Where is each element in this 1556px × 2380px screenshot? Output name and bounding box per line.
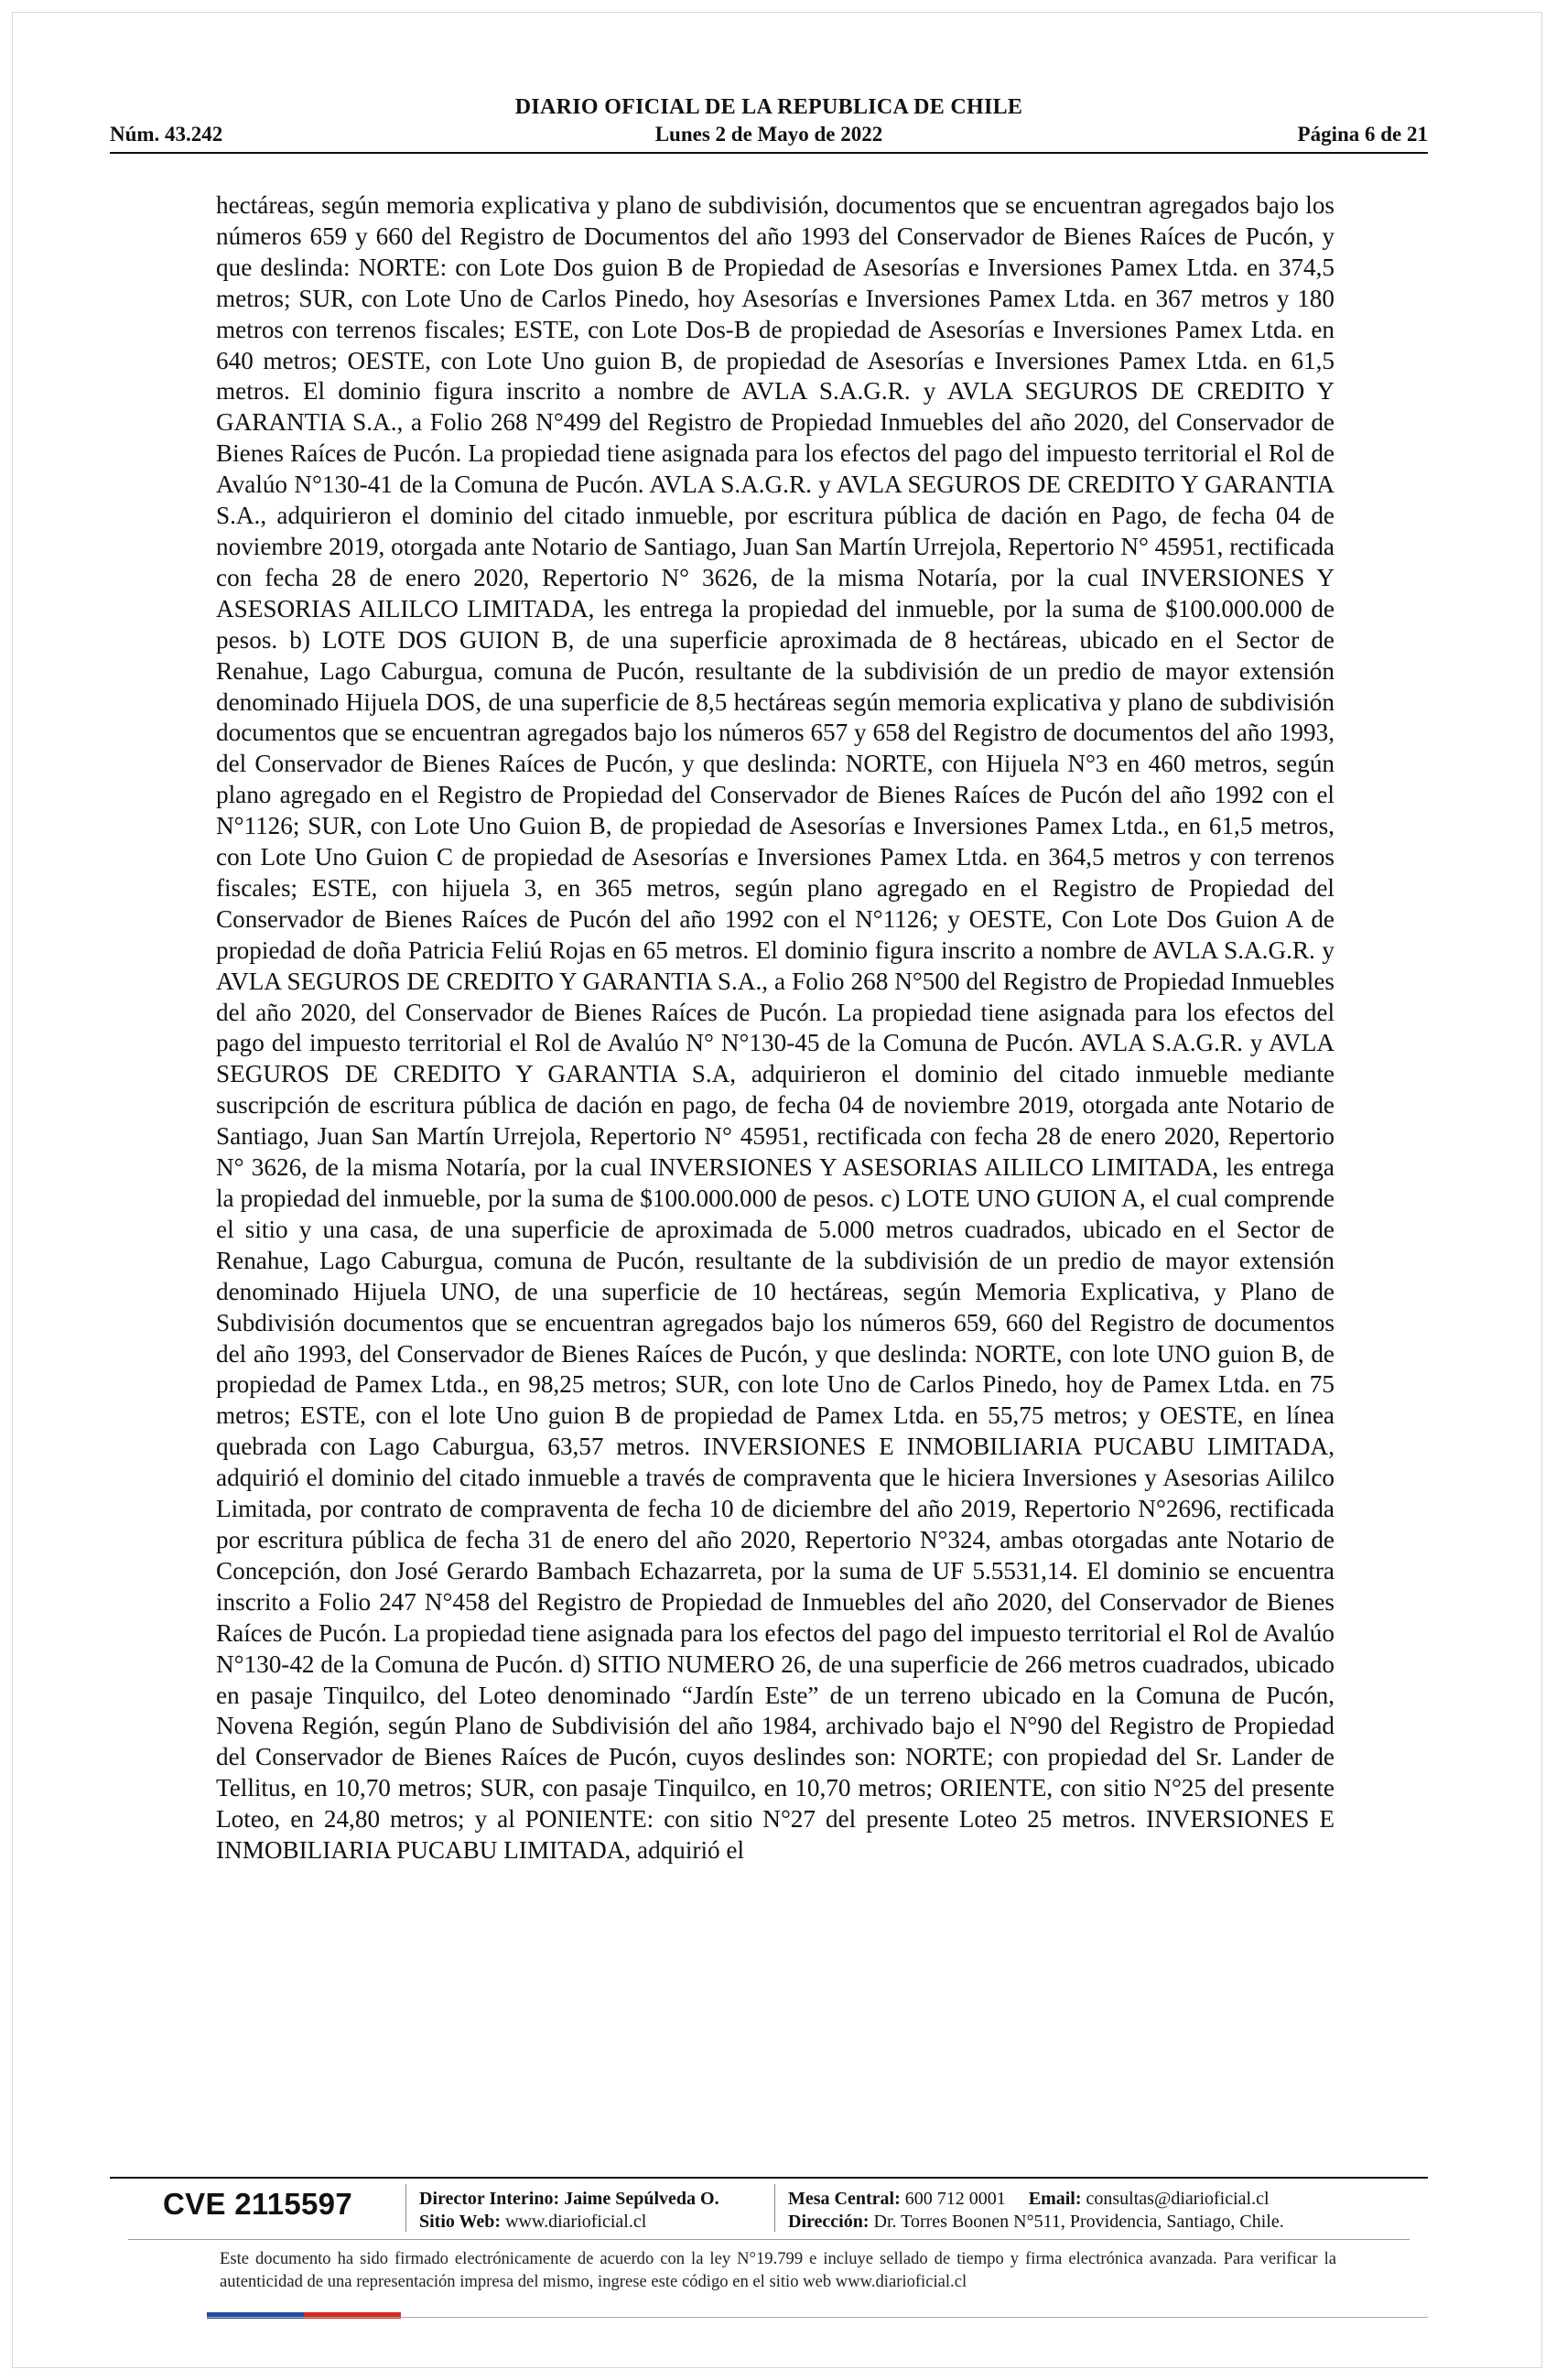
cve-code: CVE 2115597 (163, 2187, 352, 2221)
footer-thin-divider (128, 2239, 1410, 2240)
signature-notice: Este documento ha sido firmado electrónicamente de acuerdo con la ley N°19.799 e incluye sellado de tiempo y firma electrónica avanzada. Para verificar la autenticidad de una representación impresa del mismo, ingrese este código en el sitio web www.diarioficial.cl (220, 2249, 1336, 2291)
address-value: Dr. Torres Boonen N°511, Providencia, Santiago, Chile. (873, 2212, 1284, 2232)
page-header (110, 92, 1428, 156)
director-name: Jaime Sepúlveda O. (564, 2189, 719, 2209)
header-divider (110, 152, 1428, 154)
footer-director-block (419, 2188, 719, 2234)
phone-label: Mesa Central: (788, 2189, 901, 2209)
email-link[interactable]: consultas@diarioficial.cl (1086, 2189, 1270, 2209)
bottom-rule (207, 2317, 1428, 2318)
footer-divider (110, 2177, 1428, 2179)
newspaper-title: DIARIO OFICIAL DE LA REPUBLICA DE CHILE (514, 95, 1023, 119)
phone-value: 600 712 0001 (904, 2189, 1006, 2209)
site-link[interactable]: www.diarioficial.cl (505, 2212, 647, 2232)
director-label: Director Interino: (419, 2189, 560, 2209)
issue-number: Núm. 43.242 (110, 123, 223, 146)
site-label: Sitio Web: (419, 2212, 502, 2232)
body-paragraph: hectáreas, según memoria explicativa y plano de subdivisión, documentos que se encuentran agregados bajo los números 659 y 660 del Registro de Documentos del año 1993 del Conservador de Bienes Raíces de Pucón, y que deslinda: NORTE: con Lote Dos guion B de Propiedad de Asesorías e Inversiones Pamex Ltda. en 374,5 metros; SUR, con Lote Uno de Carlos Pinedo, hoy Asesorías e Inversiones Pamex Ltda. en 367 metros y 180 metros con terrenos fiscales; ESTE, con Lote Dos-B de propiedad de Asesorías e Inversiones Pamex Ltda. en 640 metros; OESTE, con Lote Uno guion B, de propiedad de Asesorías e Inversiones Pamex Ltda. en 61,5 metros. El dominio figura inscrito a nombre de AVLA S.A.G.R. y AVLA SEGUROS DE CREDITO Y GARANTIA S.A., a Folio 268 N°499 del Registro de Propiedad Inmuebles del año 2020, del Conservador de Bienes Raíces de Pucón. La propiedad tiene asignada para los efectos del pago del impuesto territorial el Rol de Avalúo N°130-41 de la Comuna de Pucón. AVLA S.A.G.R. y AVLA SEGUROS DE CREDITO Y GARANTIA S.A., adquirieron el dominio del citado inmueble, por escritura pública de dación en Pago, de fecha 04 de noviembre 2019, otorgada ante Notario de Santiago, Juan San Martín Urrejola, Repertorio N° 45951, rectificada con fecha 28 de enero 2020, Repertorio N° 3626, de la misma Notaría, por la cual INVERSIONES Y ASESORIAS AILILCO LIMITADA, les entrega la propiedad del inmueble, por la suma de $100.000.000 de pesos. b) LOTE DOS GUION B, de una superficie aproximada de 8 hectáreas, ubicado en el Sector de Renahue, Lago Caburgua, comuna de Pucón, resultante de la subdivisión de un predio de mayor extensión denominado Hijuela DOS, de una superficie de 8,5 hectáreas según memoria explicativa y plano de subdivisión documentos que se encuentran agregados bajo los números 657 y 658 del Registro de documentos del año 1993, del Conservador de Bienes Raíces de Pucón, y que deslinda: NORTE, con Hijuela N°3 en 460 metros, según plano agregado en el Registro de Propiedad del Conservador de Bienes Raíces de Pucón del año 1992 con el N°1126; SUR, con Lote Uno Guion B, de propiedad de Asesorías e Inversiones Pamex Ltda., en 61,5 metros, con Lote Uno Guion C de propiedad de Asesorías e Inversiones Pamex Ltda. en 364,5 metros y con terrenos fiscales; ESTE, con hijuela 3, en 365 metros, según plano agregado en el Registro de Propiedad del Conservador de Bienes Raíces de Pucón del año 1992 con el N°1126; y OESTE, Con Lote Dos Guion A de propiedad de doña Patricia Feliú Rojas en 65 metros. El dominio figura inscrito a nombre de AVLA S.A.G.R. y AVLA SEGUROS DE CREDITO Y GARANTIA S.A., a Folio 268 N°500 del Registro de Propiedad Inmuebles del año 2020, del Conservador de Bienes Raíces de Pucón. La propiedad tiene asignada para los efectos del pago del impuesto territorial el Rol de Avalúo N° N°130-45 de la Comuna de Pucón. AVLA S.A.G.R. y AVLA SEGUROS DE CREDITO Y GARANTIA S.A, adquirieron el dominio del citado inmueble mediante suscripción de escritura pública de dación en pago, de fecha 04 de noviembre 2019, otorgada ante Notario de Santiago, Juan San Martín Urrejola, Repertorio N° 45951, rectificada con fecha 28 de enero 2020, Repertorio N° 3626, de la misma Notaría, por la cual INVERSIONES Y ASESORIAS AILILCO LIMITADA, les entrega la propiedad del inmueble, por la suma de $100.000.000 de pesos. c) LOTE UNO GUION A, el cual comprende el sitio y una casa, de una superficie de aproximada de 5.000 metros cuadrados, ubicado en el Sector de Renahue, Lago Caburgua, comuna de Pucón, resultante de la subdivisión de un predio de mayor extensión denominado Hijuela UNO, de una superficie de 10 hectáreas, según Memoria Explicativa, y Plano de Subdivisión documentos que se encuentran agregados bajo los números 659, 660 del Registro de documentos del año 1993, del Conservador de Bienes Raíces de Pucón, y que deslinda: NORTE, con lote UNO guion B, de propiedad de Pamex Ltda., en 98,25 metros; SUR, con lote Uno de Carlos Pinedo, hoy de Pamex Ltda. en 75 metros; ESTE, con el lote Uno guion B de propiedad de Pamex Ltda. en 55,75 metros; y OESTE, en línea quebrada con Lago Caburgua, 63,57 metros. INVERSIONES E INMOBILIARIA PUCABU LIMITADA, adquirió el dominio del citado inmueble a través de compraventa que le hiciera Inversiones y Asesorias Aililco Limitada, por contrato de compraventa de fecha 10 de diciembre del año 2019, Repertorio N°2696, rectificada por escritura pública de fecha 31 de enero del año 2020, Repertorio N°324, ambas otorgadas ante Notario de Concepción, don José Gerardo Bambach Echazarreta, por la suma de UF 5.5531,14. El dominio se encuentra inscrito a Folio 247 N°458 del Registro de Propiedad de Inmuebles del año 2020, del Conservador de Bienes Raíces de Pucón. La propiedad tiene asignada para los efectos del pago del impuesto territorial el Rol de Avalúo N°130-42 de la Comuna de Pucón. d) SITIO NUMERO 26, de una superficie de 266 metros cuadrados, ubicado en pasaje Tinquilco, del Loteo denominado “Jardín Este” de un terreno ubicado en la Comuna de Pucón, Novena Región, según Plano de Subdivisión del año 1984, archivado bajo el N°90 del Registro de Propiedad del Conservador de Bienes Raíces de Pucón, cuyos deslindes son: NORTE; con propiedad del Sr. Lander de Tellitus, en 10,70 metros; SUR, con pasaje Tinquilco, en 10,70 metros; ORIENTE, con sitio N°25 del presente Loteo, en 24,80 metros; y al PONIENTE: con sitio N°27 del presente Loteo 25 metros. INVERSIONES E INMOBILIARIA PUCABU LIMITADA, adquirió el (216, 191, 1334, 1865)
page-number: Página 6 de 21 (1297, 123, 1428, 146)
address-label: Dirección: (788, 2212, 870, 2232)
footer-contact-block (788, 2188, 1284, 2234)
issue-date: Lunes 2 de Mayo de 2022 (654, 123, 883, 146)
footer-separator (774, 2184, 775, 2232)
email-label: Email: (1028, 2189, 1082, 2209)
footer-separator (405, 2184, 406, 2232)
